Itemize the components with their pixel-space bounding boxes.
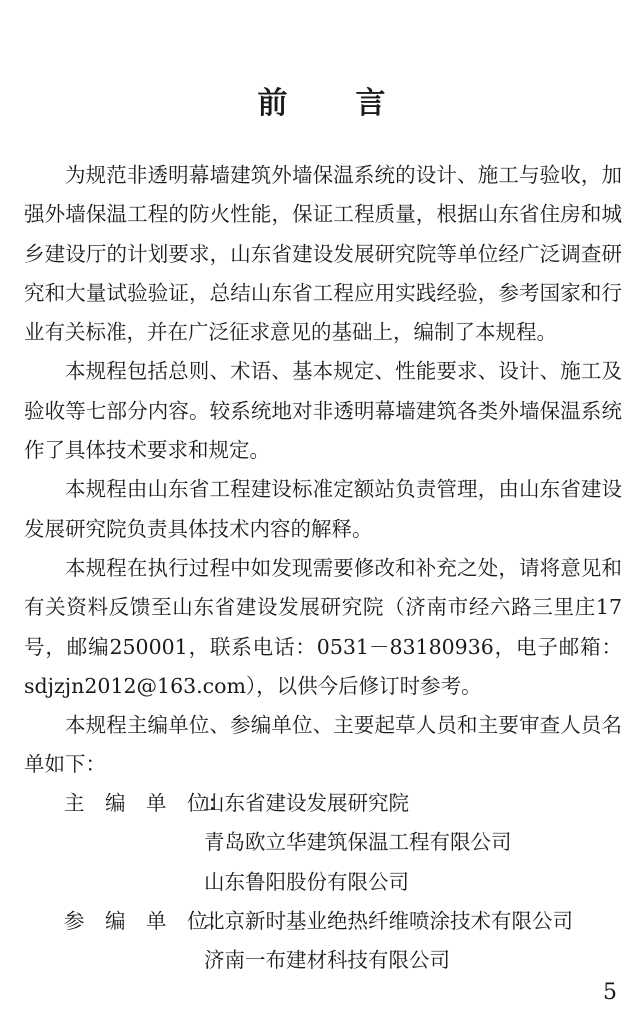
chief-editor-unit: 山东省建设发展研究院 bbox=[204, 791, 409, 815]
page-number: 5 bbox=[603, 980, 617, 1005]
co-editor-unit: 北京新时基业绝热纤维喷涂技术有限公司 bbox=[204, 909, 573, 933]
page-title bbox=[0, 78, 643, 122]
co-editor-label: 参 编 单 位： bbox=[64, 909, 228, 933]
list-item bbox=[0, 902, 643, 941]
chief-editor-label: 主 编 单 位： bbox=[64, 791, 228, 815]
title-char-2: 言 bbox=[355, 86, 386, 121]
title-char-1: 前 bbox=[257, 86, 288, 121]
list-item bbox=[0, 863, 643, 902]
list-item bbox=[0, 784, 643, 823]
chief-editor-unit: 山东鲁阳股份有限公司 bbox=[204, 869, 409, 894]
paragraph-management: 本规程由山东省工程建设标准定额站负责管理，由山东省建设发展研究院负责具体技术内容的解释。 bbox=[24, 477, 622, 541]
co-editor-list bbox=[0, 902, 643, 981]
paragraph-contents: 本规程包括总则、术语、基本规定、性能要求、设计、施工及验收等七部分内容。较系统地对非透明幕墙建筑各类外墙保温系统作了具体技术要求和规定。 bbox=[24, 359, 622, 463]
list-item bbox=[0, 823, 643, 862]
co-editor-unit: 济南一布建材科技有限公司 bbox=[204, 948, 450, 973]
paragraph-list-intro: 本规程主编单位、参编单位、主要起草人员和主要审查人员名单如下： bbox=[24, 713, 622, 777]
paragraph-feedback: 本规程在执行过程中如发现需要修改和补充之处，请将意见和有关资料反馈至山东省建设发展研究院（济南市经六路三里庄17号，邮编250001，联系电话：0531－83180936，电子邮箱：sdjzjn2012@163.com），以供今后修订时参考。 bbox=[24, 555, 622, 698]
chief-editor-list bbox=[0, 784, 643, 902]
paragraph-purpose: 为规范非透明幕墙建筑外墙保温系统的设计、施工与验收，加强外墙保温工程的防火性能，保证工程质量，根据山东省住房和城乡建设厅的计划要求，山东省建设发展研究院等单位经广泛调查研究和大量试验验证，总结山东省工程应用实践经验，参考国家和行业有关标准，并在广泛征求意见的基础上，编制了本规程。 bbox=[24, 163, 622, 345]
list-item bbox=[0, 941, 643, 980]
preface-body bbox=[24, 156, 622, 785]
chief-editor-unit: 青岛欧立华建筑保温工程有限公司 bbox=[204, 830, 512, 855]
